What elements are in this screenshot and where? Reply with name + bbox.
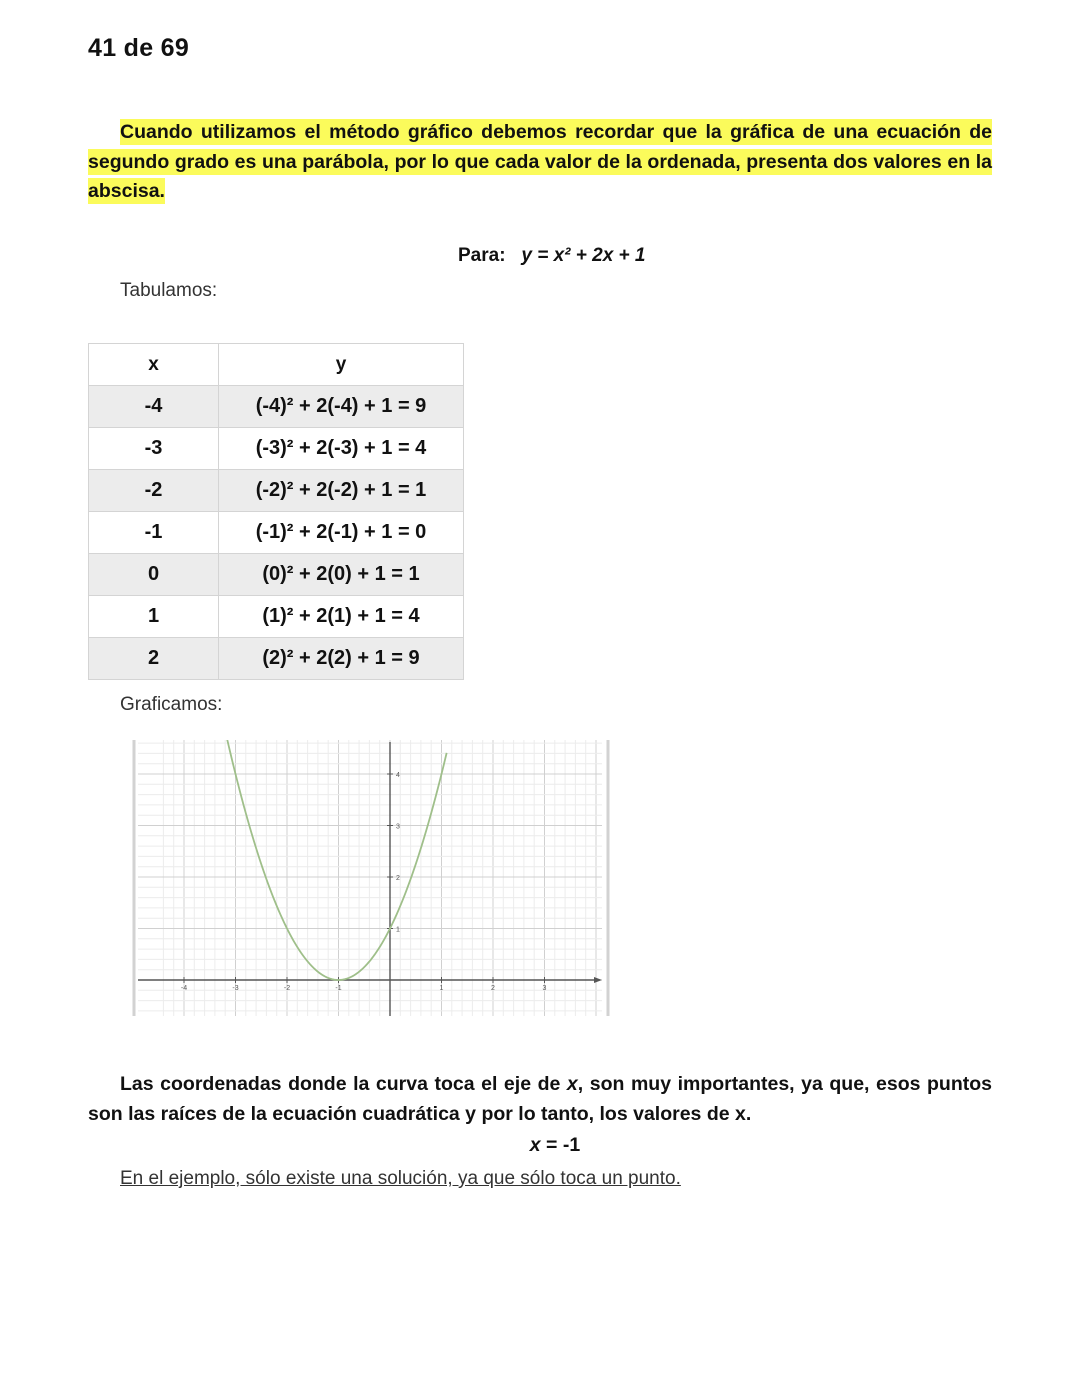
formula-equation: y = x² + 2x + 1 [521, 245, 646, 266]
cell-x: -3 [89, 428, 219, 470]
formula-prefix: Para: [458, 245, 506, 266]
y-tick-label: 1 [396, 926, 400, 934]
x-tick-label: 3 [542, 985, 547, 992]
cell-x: 1 [89, 596, 219, 638]
table-row [89, 596, 464, 638]
cell-x: -2 [89, 470, 219, 512]
y-tick-label: 3 [396, 823, 400, 831]
x-tick-label: -3 [232, 985, 239, 992]
graph-background [132, 740, 610, 1016]
table-row [89, 512, 464, 554]
intro-paragraph [88, 118, 992, 207]
formula [458, 245, 646, 267]
x-tick-label: -2 [283, 985, 291, 992]
cell-x: -1 [89, 512, 219, 554]
solution-note: En el ejemplo, sólo existe una solución, ya que sólo toca un punto. [120, 1168, 681, 1189]
cell-y: (2)² + 2(2) + 1 = 9 [219, 638, 464, 680]
graph-label: Graficamos: [120, 694, 223, 715]
table-row [89, 470, 464, 512]
page-counter: 41 de 69 [88, 34, 190, 62]
intro-highlight: Cuando utilizamos el método gráfico debemos recordar que la gráfica de una ecuación de segundo grado es una parábola, por lo que cada valor de la ordenada, presenta dos valores en la abscisa. [88, 121, 992, 202]
cell-y: (-1)² + 2(-1) + 1 = 0 [219, 512, 464, 554]
x-tick-label: 1 [439, 985, 444, 992]
column-header-x: x [89, 344, 219, 386]
cell-y: (1)² + 2(1) + 1 = 4 [219, 596, 464, 638]
y-tick-label: 4 [396, 772, 400, 779]
root-rest: = -1 [540, 1134, 581, 1156]
table-row [89, 386, 464, 428]
x-tick-label: -4 [180, 985, 188, 992]
table-header-row [89, 344, 464, 386]
root-value [0, 1134, 1080, 1157]
cell-y: (-3)² + 2(-3) + 1 = 4 [219, 428, 464, 470]
table-row [89, 554, 464, 596]
table-row [89, 638, 464, 680]
table-row [89, 428, 464, 470]
x-tick-label: 2 [491, 985, 495, 992]
column-header-y: y [219, 344, 464, 386]
conclusion-text-b: , son muy importantes, ya que, esos puntos son las raíces de la ecuación cuadrática y por lo tanto, los valores de x. [88, 1073, 992, 1125]
root-var: x [529, 1134, 541, 1156]
x-tick-label: -1 [335, 985, 342, 992]
y-tick-label: 2 [396, 875, 400, 882]
cell-x: 2 [89, 638, 219, 680]
conclusion-paragraph [88, 1070, 992, 1129]
cell-x: 0 [89, 554, 219, 596]
values-table [88, 343, 464, 680]
cell-y: (-4)² + 2(-4) + 1 = 9 [219, 386, 464, 428]
tabulate-label: Tabulamos: [120, 280, 218, 301]
conclusion-var: x [566, 1073, 578, 1095]
cell-y: (0)² + 2(0) + 1 = 1 [219, 554, 464, 596]
conclusion-text-a: Las coordenadas donde la curva toca el eje de [120, 1073, 567, 1095]
parabola-graph [132, 740, 610, 1016]
cell-y: (-2)² + 2(-2) + 1 = 1 [219, 470, 464, 512]
cell-x: -4 [89, 386, 219, 428]
